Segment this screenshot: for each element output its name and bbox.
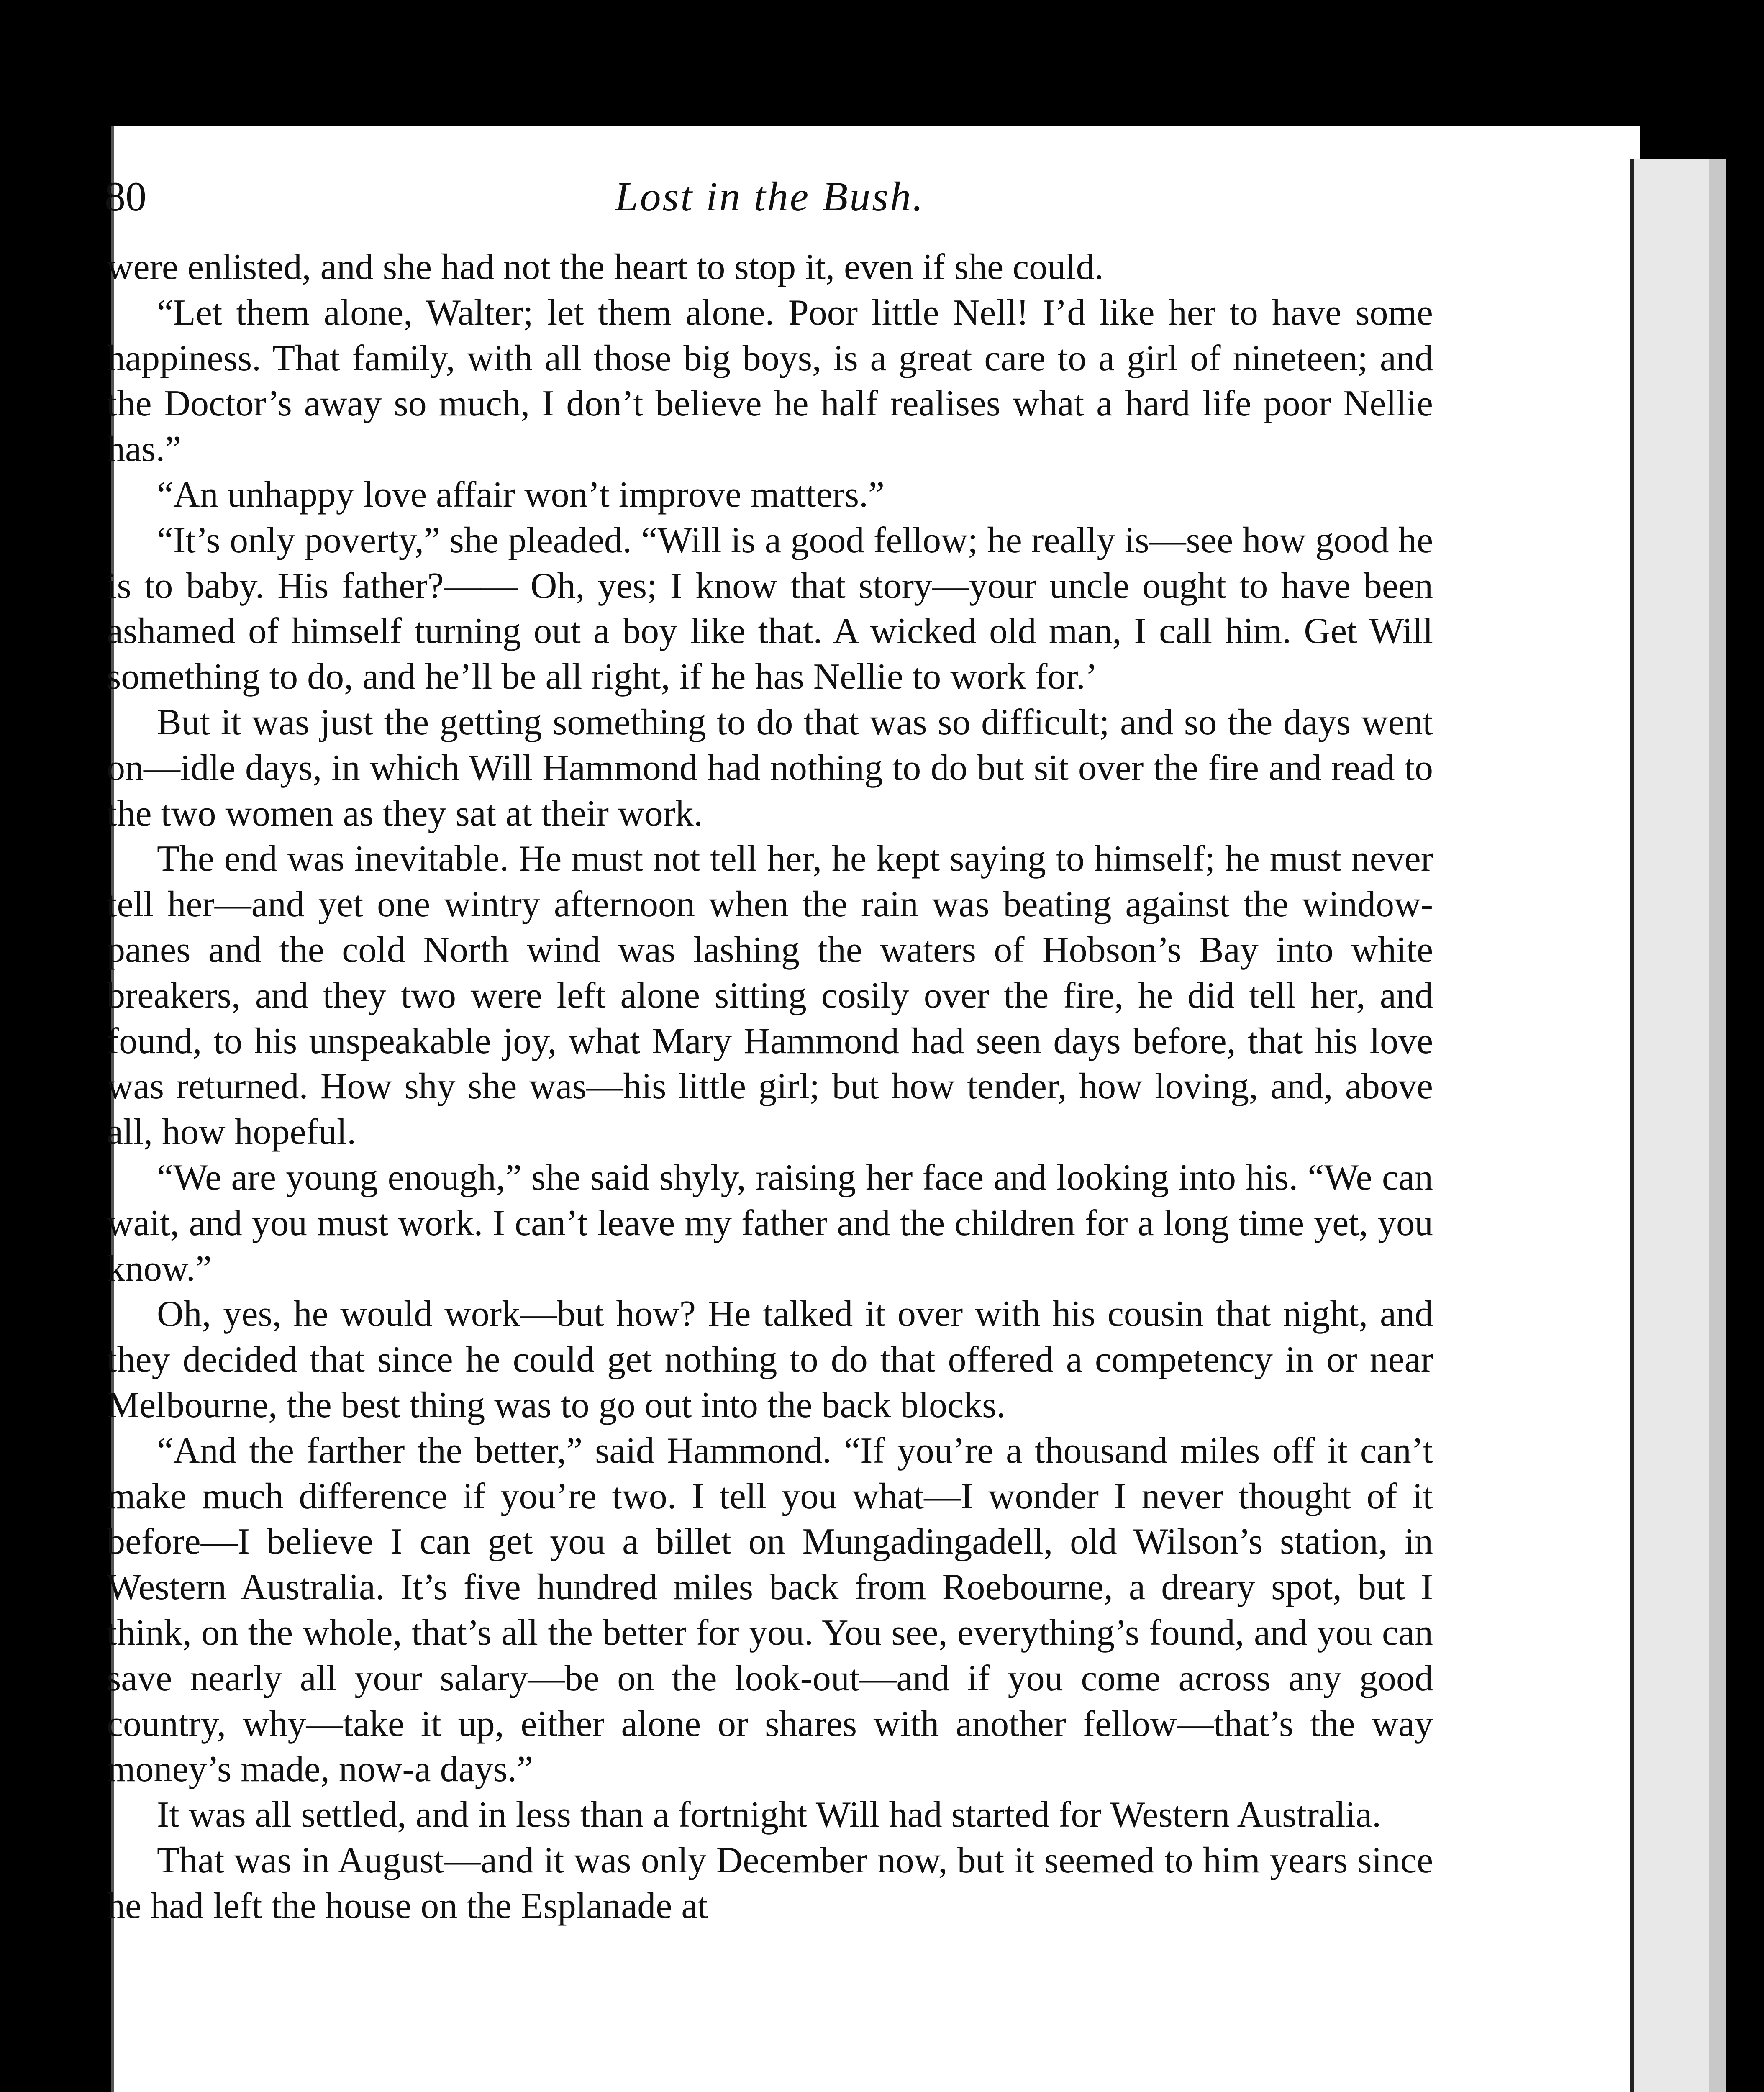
page-number: 80 [105, 173, 146, 220]
paragraph: “It’s only poverty,” she pleaded. “Will is a good fellow; he really is—see how good he is to baby. His father?—— Oh, yes; I know that story—your uncle ought to have been ashamed of himself turning out a boy like that. A wicked old man, I call him. Get Will something to do, and he’ll be all right, if he has Nellie to work for.’ [107, 520, 1433, 697]
paragraph: The end was inevitable. He must not tell her, he kept saying to himself; he must never tell her—and yet one wintry afternoon when the rain was beating against the window-panes and the cold North wind was lashing the waters of Hobson’s Bay into white breakers, and they two were left alone sitting cosily over the fire, he did tell her, and found, to his unspeakable joy, what Mary Hammond had seen days before, that his love was returned. How shy she was—his little girl; but how tender, how loving, and, above all, how hopeful. [107, 838, 1433, 1153]
paragraph: That was in August—and it was only December now, but it seemed to him years since he had left the house on the Esplanade at [107, 1840, 1433, 1926]
paragraph: were enlisted, and she had not the heart to stop it, even if she could. [107, 247, 1104, 287]
running-title: Lost in the Bush. [615, 173, 925, 220]
paragraph: “And the farther the better,” said Hammond. “If you’re a thousand miles off it can’t make much difference if you’re two. I tell you what—I wonder I never thought of it before—I believe I can get you a billet on Mungadingadell, old Wilson’s station, in Western Australia. It’s five hundred miles back from Roebourne, a dreary spot, but I think, on the whole, that’s all the better for you. You see, everything’s found, and you can save nearly all your salary—be on the look-out—and if you come across any good country, why—take it up, either alone or shares with another fellow—that’s the way money’s made, now-a days.” [107, 1430, 1433, 1790]
page-header [105, 159, 1435, 234]
paragraph: “We are young enough,” she said shyly, raising her face and looking into his. “We can wait, and you must work. I can’t leave my father and the children for a long time yet, you know.” [107, 1157, 1433, 1289]
page-edge [1630, 159, 1726, 2092]
paragraph: Oh, yes, he would work—but how? He talked it over with his cousin that night, and they decided that since he could get nothing to do that offered a competency in or near Melbourne, the best thing was to go out into the back blocks. [107, 1294, 1433, 1425]
paragraph: “An unhappy love affair won’t improve matters.” [157, 474, 885, 515]
body-text [107, 245, 1433, 1929]
paragraph: It was all settled, and in less than a fortnight Will had started for Western Australia. [157, 1795, 1382, 1836]
paragraph: But it was just the getting something to do that was so difficult; and so the days went on—idle days, in which Will Hammond had nothing to do but sit over the fire and read to the two women as they sat at their work. [107, 702, 1433, 834]
paragraph: “Let them alone, Walter; let them alone. Poor little Nell! I’d like her to have some happiness. That family, with all those big boys, is a great care to a girl of nineteen; and the Doctor’s away so much, I don’t believe he half realises what a hard life poor Nellie has.” [107, 292, 1433, 470]
